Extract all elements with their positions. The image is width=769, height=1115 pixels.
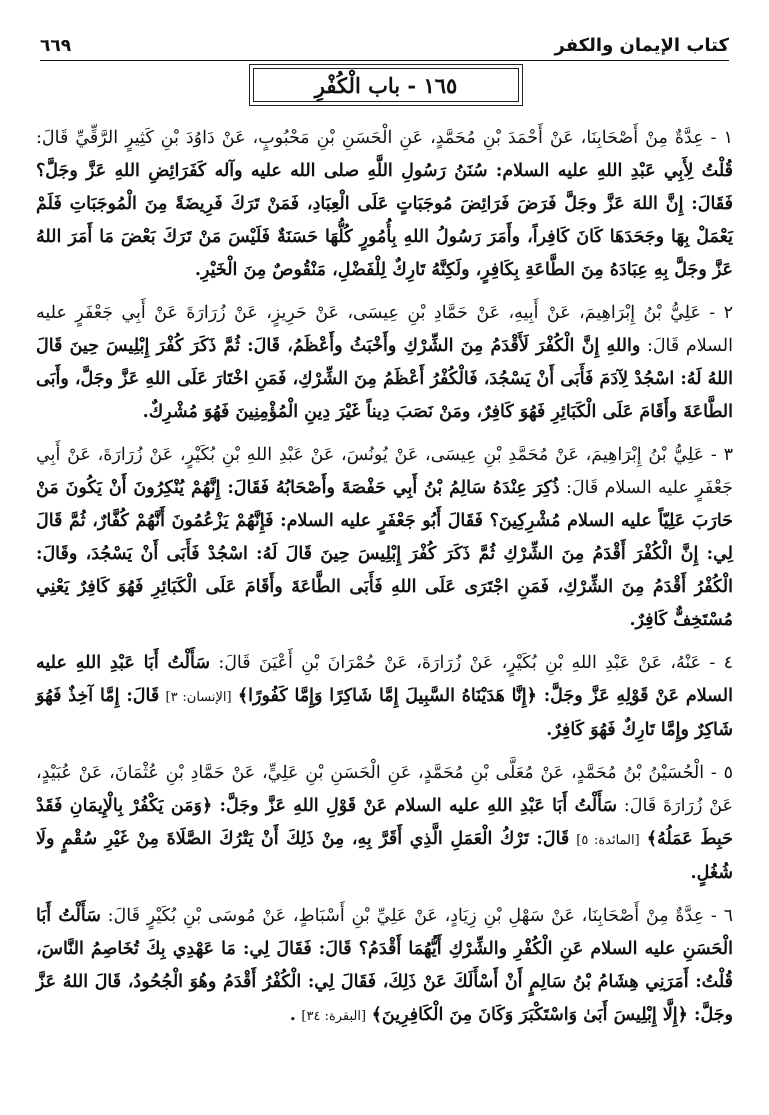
quran-reference: [البقرة: ٣٤] xyxy=(301,1009,367,1024)
page-number: ٦٦٩ xyxy=(40,36,72,56)
hadith-isnad: ٣ - عَلِيُّ بْنُ إِبْرَاهِيمَ، عَنْ مُحَمَّدِ بْنِ عِيسَى، عَنْ يُونُسَ، عَنْ عَبْدِ اللهِ بْنِ بُكَيْرٍ، عَنْ زُرَارَةَ، عَنْ أَبِي جَعْفَرٍ عليه السلام قَالَ: xyxy=(36,445,733,498)
hadith-5 xyxy=(36,757,733,890)
hadith-matn-continued: . xyxy=(289,1005,296,1025)
hadith-isnad: ٢ - عَلِيُّ بْنُ إِبْرَاهِيمَ، عَنْ أَبِيهِ، عَنْ حَمَّادِ بْنِ عِيسَى، عَنْ حَرِيزٍ، عَنْ زُرَارَةَ عَنْ أَبِي جَعْفَرٍ عليه السلام قَالَ: xyxy=(36,303,733,356)
hadith-2 xyxy=(36,297,733,429)
hadith-6 xyxy=(36,900,733,1033)
hadith-4 xyxy=(36,647,733,747)
page-body xyxy=(36,122,733,1043)
hadith-matn: قُلْتُ لِأَبِي عَبْدِ اللهِ عليه السلام: سُنَنُ رَسُولِ اللَّهِ صلى الله عليه وآله كَفَرَائِضِ اللهِ عَزَّ وجَلَّ؟ فَقَالَ: إِنَّ اللهَ عَزَّ وجَلَّ فَرَضَ فَرَائِضَ مُوجَبَاتٍ عَلَى الْعِبَادِ، فَمَنْ تَرَكَ فَرِيضَةً مِنَ الْمُوجَبَاتِ فَلَمْ يَعْمَلْ بِهَا وجَحَدَهَا كَانَ كَافِراً، وأَمَرَ رَسُولُ اللهِ بِأُمُورٍ كُلُّهَا حَسَنَةٌ فَلَيْسَ مَنْ تَرَكَ بَعْضَ مَا أَمَرَ اللهُ عَزَّ وجَلَّ بِهِ عِبَادَهُ مِنَ الطَّاعَةِ بِكَافِرٍ، ولَكِنَّهُ تَارِكٌ لِلْفَضْلِ، مَنْقُوصٌ مِنَ الْخَيْرِ. xyxy=(36,161,733,280)
hadith-matn: سَأَلْتُ أَبَا الْحَسَنِ عليه السلام عَنِ الْكُفْرِ والشِّرْكِ أَيُّهُمَا أَقْدَمُ؟ قَالَ: فَقَالَ لِي: مَا عَهْدِي بِكَ تُخَاصِمُ النَّاسَ، قُلْتُ: أَمَرَنِي هِشَامُ بْنُ سَالِمٍ أَنْ أَسْأَلَكَ عَنْ ذَلِكَ، فَقَالَ لِي: الْكُفْرُ أَقْدَمُ وهُوَ الْجُحُودُ، قَالَ اللهُ عَزَّ وجَلَّ: ﴿إِلَّا إِبْلِيسَ أَبَىٰ وَاسْتَكْبَرَ وَكَانَ مِنَ الْكَافِرِينَ﴾ xyxy=(36,906,733,1025)
hadith-3 xyxy=(36,439,733,637)
quran-reference: [المائدة: ٥] xyxy=(576,833,640,848)
chapter-title-box xyxy=(249,64,523,106)
hadith-1 xyxy=(36,122,733,287)
hadith-isnad: ٦ - عِدَّةٌ مِنْ أَصْحَابِنَا، عَنْ سَهْلِ بْنِ زِيَادٍ، عَنْ عَلِيِّ بْنِ أَسْبَاطٍ، عَنْ مُوسَى بْنِ بُكَيْرٍ قَالَ: xyxy=(107,906,733,926)
hadith-matn: ذُكِرَ عِنْدَهُ سَالِمُ بْنُ أَبِي حَفْصَةَ وأَصْحَابُهُ فَقَالَ: إِنَّهُمْ يُنْكِرُونَ أَنْ يَكُونَ مَنْ حَارَبَ عَلِيّاً عليه السلام مُشْرِكِينَ؟ فَقَالَ أَبُو جَعْفَرٍ عليه السلام: فَإِنَّهُمْ يَزْعُمُونَ أَنَّهُمْ كُفَّارٌ، ثُمَّ قَالَ لِي: إِنَّ الْكُفْرَ أَقْدَمُ مِنَ الشِّرْكِ ثُمَّ ذَكَرَ كُفْرَ إِبْلِيسَ حِينَ قَالَ لَهُ: اسْجُدْ فَأَبَى أَنْ يَسْجُدَ، وقَالَ: الْكُفْرُ أَقْدَمُ مِنَ الشِّرْكِ، فَمَنِ اجْتَرَى عَلَى اللهِ فَأَبَى الطَّاعَةَ وأَقَامَ عَلَى الْكَبَائِرِ فَهُوَ كَافِرٌ يَعْنِي مُسْتَخِفٌّ كَافِرٌ. xyxy=(36,478,733,630)
hadith-matn-continued: قَالَ: تَرْكُ الْعَمَلِ الَّذِي أَقَرَّ بِهِ، مِنْ ذَلِكَ أَنْ يَتْرُكَ الصَّلَاةَ مِنْ غَيْرِ سُقْمٍ ولَا شُغُلٍ. xyxy=(36,829,733,883)
quran-reference: [الإنسان: ٣] xyxy=(165,690,232,705)
running-header xyxy=(40,22,729,61)
hadith-isnad: ٤ - عَنْهُ، عَنْ عَبْدِ اللهِ بْنِ بُكَيْرٍ، عَنْ زُرَارَةَ، عَنْ حُمْرَانَ بْنِ أَعْيَنَ قَالَ: xyxy=(218,653,733,673)
chapter-title: ١٦٥ - باب الْكُفْرِ xyxy=(314,72,458,98)
book-title: كتاب الإيمان والكفر xyxy=(554,35,729,56)
hadith-matn-continued: قَالَ: إِمَّا آخِذٌ فَهُوَ شَاكِرٌ وإِمَّا تَارِكٌ فَهُوَ كَافِرٌ. xyxy=(36,686,733,740)
hadith-isnad: ٥ - الْحُسَيْنُ بْنُ مُحَمَّدٍ، عَنْ مُعَلَّى بْنِ مُحَمَّدٍ، عَنِ الْحَسَنِ بْنِ عَلِيٍّ، عَنْ حَمَّادِ بْنِ عُثْمَانَ، عَنْ عُبَيْدٍ، عَنْ زُرَارَةَ قَالَ: xyxy=(36,763,733,816)
hadith-matn: سَأَلْتُ أَبَا عَبْدِ اللهِ عليه السلام عَنْ قَوْلِ اللهِ عَزَّ وجَلَّ: ﴿وَمَن يَكْفُرْ بِالْإِيمَانِ فَقَدْ حَبِطَ عَمَلُهُ﴾ xyxy=(36,796,733,849)
hadith-matn: واللهِ إِنَّ الْكُفْرَ لَأَقْدَمُ مِنَ الشِّرْكِ وأَخْبَثُ وأَعْظَمُ، قَالَ: ثُمَّ ذَكَرَ كُفْرَ إِبْلِيسَ حِينَ قَالَ اللهُ لَهُ: اسْجُدْ لِآدَمَ فَأَبَى أَنْ يَسْجُدَ، فَالْكُفْرُ أَعْظَمُ مِنَ الشِّرْكِ، فَمَنِ اخْتَارَ عَلَى اللهِ عَزَّ وجَلَّ، وأَبَى الطَّاعَةَ وأَقَامَ عَلَى الْكَبَائِرِ فَهُوَ كَافِرٌ، ومَنْ نَصَبَ دِيناً غَيْرَ دِينِ الْمُؤْمِنِينَ فَهُوَ مُشْرِكٌ. xyxy=(36,336,733,422)
hadith-isnad: ١ - عِدَّةٌ مِنْ أَصْحَابِنَا، عَنْ أَحْمَدَ بْنِ مُحَمَّدٍ، عَنِ الْحَسَنِ بْنِ مَحْبُوبٍ، عَنْ دَاوُدَ بْنِ كَثِيرٍ الرَّقِّيِّ قَالَ: xyxy=(36,128,733,148)
hadith-matn: سَأَلْتُ أَبَا عَبْدِ اللهِ عليه السلام عَنْ قَوْلِهِ عَزَّ وجَلَّ: ﴿إِنَّا هَدَيْنَاهُ السَّبِيلَ إِمَّا شَاكِرًا وَإِمَّا كَفُورًا﴾ xyxy=(36,653,733,706)
